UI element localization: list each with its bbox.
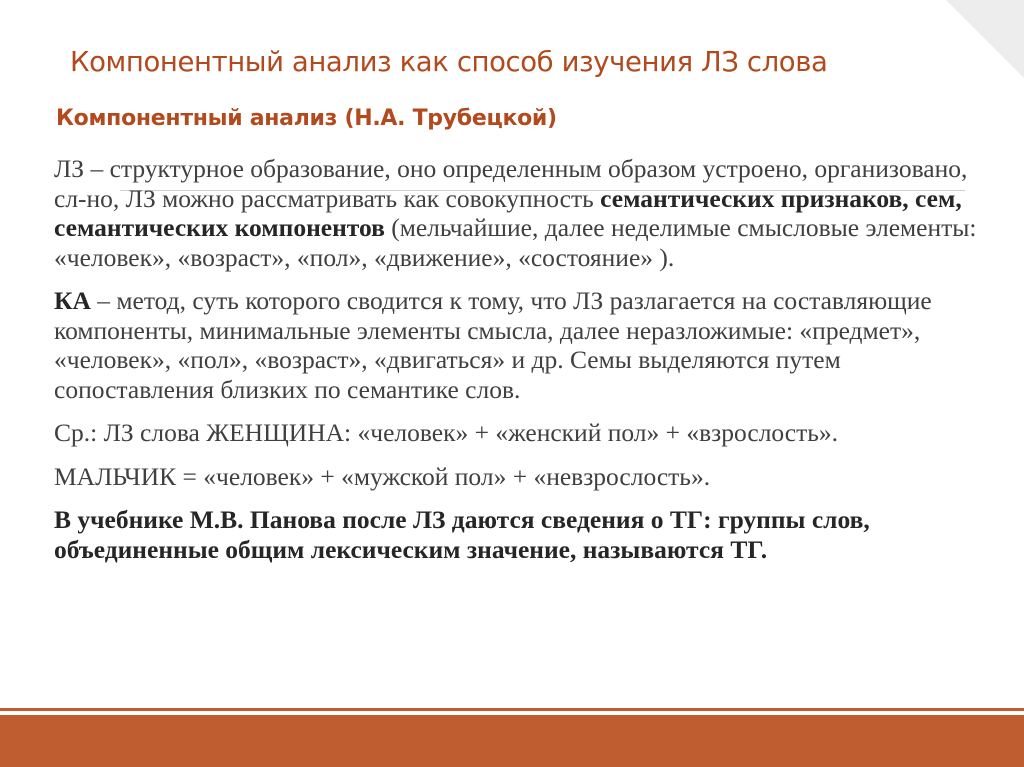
slide-title: Компонентный анализ как способ изучения ЛЗ слова [70,46,828,78]
paragraph-textbook-note [54,505,994,564]
paragraph-method [54,286,994,404]
paragraph-example-boy: МАЛЬЧИК = «человек» + «мужской пол» + «невзрослость». [54,461,711,491]
paragraph-definition [54,154,994,272]
paragraph-example-woman: Ср.: ЛЗ слова ЖЕНЩИНА: «человек» + «женский пол» + «взрослость». [54,418,839,447]
slide-subtitle: Компонентный анализ (Н.А. Трубецкой) [56,106,557,131]
paragraph-definition-bold: семантических признаков, сем, семантических компонентов [54,183,962,242]
bottom-band [0,715,1024,767]
bottom-stripe [0,708,1024,711]
paragraph-method-text: – метод, суть которого сводится к тому, что ЛЗ разлагается на составляющие компоненты, минимальные элементы смысла, далее неразложимые: «предмет», «человек», «пол», «возраст», «двигаться» и др. Семы выделяются путем сопоставления близких по семантике слов. [54,286,932,404]
paragraph-method-term: КА [54,286,91,315]
paragraph-definition-text-1: ЛЗ – структурное образование, оно определенным образом устроено, организовано, сл-но, ЛЗ можно рассматривать как совокупность [54,154,968,213]
paragraph-definition-text-2: (мельчайшие, далее неделимые смысловые элементы: «человек», «возраст», «пол», «движение», «состояние» ). [54,213,977,272]
slide-body [54,154,994,578]
paragraph-textbook-note-bold: В учебнике М.В. Панова после ЛЗ даются сведения о ТГ: группы слов, объединенные общим лексическим значение, называются ТГ. [54,505,870,564]
